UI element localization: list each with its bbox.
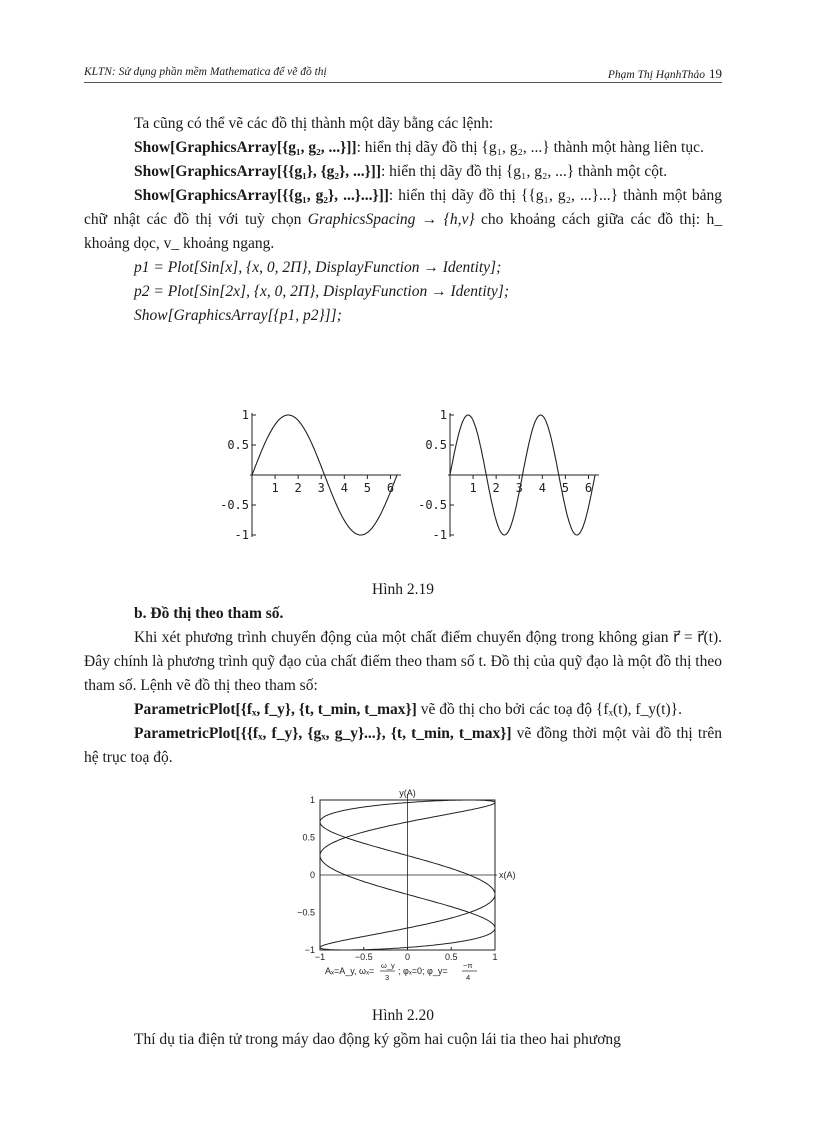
x-tick-label: 2 xyxy=(492,481,500,495)
text-block-1 xyxy=(84,112,722,328)
y-tick-label: 0 xyxy=(309,870,315,880)
text-block-2 xyxy=(84,578,722,770)
cmd2-code: Show[GraphicsArray[{{g₁}, {g₂}, ...}]] xyxy=(134,163,381,180)
plot-sin-2x xyxy=(418,408,599,542)
cmd1-code: Show[GraphicsArray[{g₁, g₂, ...}]] xyxy=(134,139,357,156)
caption-2-19: Hình 2.19 xyxy=(372,581,434,598)
pp2-paragraph xyxy=(84,722,722,770)
y-tick-label: 0.5 xyxy=(302,832,315,843)
cmd1-paragraph xyxy=(84,136,722,160)
x-tick-label: −0.5 xyxy=(354,952,373,962)
header-rule xyxy=(84,82,722,83)
x-tick-label: 4 xyxy=(538,481,546,495)
code-line-p1: p1 = Plot[Sin[x], {x, 0, 2Π}, DisplayFunction → Identity]; xyxy=(134,259,502,276)
y-tick-label: 0.5 xyxy=(227,438,249,452)
y-tick-label: -0.5 xyxy=(418,498,447,512)
x-tick-label: −1 xyxy=(314,952,326,962)
y-tick-label: 1 xyxy=(439,408,447,422)
text-block-3 xyxy=(84,1004,722,1052)
y-tick-label: -0.5 xyxy=(220,498,249,512)
note-frac-den: 3 xyxy=(385,973,390,982)
x-tick-label: 4 xyxy=(340,481,348,495)
intro-paragraph: Ta cũng có thể vẽ các đồ thị thành một dãy bằng các lệnh: xyxy=(134,115,494,132)
pp1-desc: vẽ đồ thị cho bởi các toạ độ {fₓ(t), f_y(t)}. xyxy=(416,701,682,718)
y-tick-label: -1 xyxy=(432,528,447,542)
y-tick-label: 1 xyxy=(309,795,315,805)
x-tick-label: 0.5 xyxy=(444,952,458,962)
last-line: Thí dụ tia điện tử trong máy dao động ký gồm hai cuộn lái tia theo hai phương xyxy=(134,1031,621,1048)
plot-sin-x xyxy=(220,408,401,542)
x-tick-label: 2 xyxy=(294,481,302,495)
y-tick-label: 0.5 xyxy=(425,438,447,452)
pp1-paragraph xyxy=(84,698,722,722)
note-ax: Aₓ=A_y, ωₓ= xyxy=(325,966,375,976)
y-axis-label: y(A) xyxy=(399,788,416,798)
code-line-show: Show[GraphicsArray[{p1, p2}]]; xyxy=(134,307,342,324)
x-tick-label: 0 xyxy=(404,952,411,962)
pp2-code: ParametricPlot[{{fₓ, f_y}, {gₓ, g_y}...}, {t, t_min, t_max}] xyxy=(134,725,512,742)
parametric-plot xyxy=(297,788,515,962)
figure-2-20 xyxy=(285,785,535,995)
section-title xyxy=(84,602,722,626)
cmd3-desc-a: : hiển thị dãy đồ thị {{g₁, g₂, ...}...} thành một bảng chữ nhật các đồ thị với tuỳ chọn xyxy=(84,187,723,228)
y-tick-label: 1 xyxy=(241,408,249,422)
x-tick-label: 6 xyxy=(386,481,395,495)
y-tick-label: -1 xyxy=(234,528,249,542)
x-tick-label: 5 xyxy=(561,481,570,495)
param-note xyxy=(325,966,374,976)
note-mid: ; φₓ=0; φ_y= xyxy=(398,966,448,976)
cmd2-paragraph xyxy=(84,160,722,184)
cmd3-option: GraphicsSpacing → {h,v} xyxy=(307,211,475,228)
page-header xyxy=(84,60,722,80)
x-tick-label: 1 xyxy=(469,481,477,495)
header-author: Phạm Thị HạnhThảo xyxy=(607,69,705,81)
y-tick-label: −0.5 xyxy=(297,907,315,918)
page-number: 19 xyxy=(709,66,722,81)
section-title-text: b. Đồ thị theo tham số. xyxy=(134,605,284,622)
caption-2-20: Hình 2.20 xyxy=(372,1007,434,1024)
note-frac2-num: −π xyxy=(463,961,473,970)
x-tick-label: 6 xyxy=(584,481,593,495)
figure-2-19 xyxy=(210,405,610,555)
x-axis-label: x(A) xyxy=(499,870,516,880)
x-tick-label: 5 xyxy=(363,481,372,495)
pp1-code: ParametricPlot[{fₓ, f_y}, {t, t_min, t_max}] xyxy=(134,701,417,718)
cmd3-desc-b: cho khoảng cách giữa các đồ thị: h_ khoảng dọc, v_ khoảng ngang. xyxy=(84,211,723,252)
header-right xyxy=(608,66,722,82)
x-tick-label: 3 xyxy=(515,481,523,495)
note-frac2-den: 4 xyxy=(466,973,471,982)
note-frac-num: ω_y xyxy=(381,961,395,970)
cmd2-desc: : hiển thị dãy đồ thị {g₁, g₂, ...} thành một cột. xyxy=(381,163,668,180)
cmd3-code: Show[GraphicsArray[{{g₁, g₂}, ...}...}]] xyxy=(134,187,389,204)
param-paragraph: Khi xét phương trình chuyển động của một chất điểm chuyển động trong không gian r⃗ = r⃗(t). Đây chính là phương trình quỹ đạo của chất điểm theo tham số t. Đồ thị của quỹ đạo là một đồ thị theo tham số. Lệnh vẽ đồ thị theo tham số: xyxy=(84,629,722,694)
y-tick-label: −1 xyxy=(304,945,315,955)
code-line-p2: p2 = Plot[Sin[2x], {x, 0, 2Π}, DisplayFunction → Identity]; xyxy=(134,283,510,300)
pp2-desc: vẽ đồng thời một vài đồ thị trên hệ trục toạ độ. xyxy=(84,725,722,766)
cmd1-desc: : hiển thị dãy đồ thị {g₁, g₂, ...} thành một hàng liên tục. xyxy=(356,139,704,156)
cmd3-paragraph xyxy=(84,184,722,256)
x-tick-label: 1 xyxy=(492,952,498,962)
x-tick-label: 3 xyxy=(317,481,325,495)
x-tick-label: 1 xyxy=(271,481,279,495)
header-left: KLTN: Sử dụng phần mềm Mathematica để vẽ đồ thị xyxy=(84,66,327,78)
